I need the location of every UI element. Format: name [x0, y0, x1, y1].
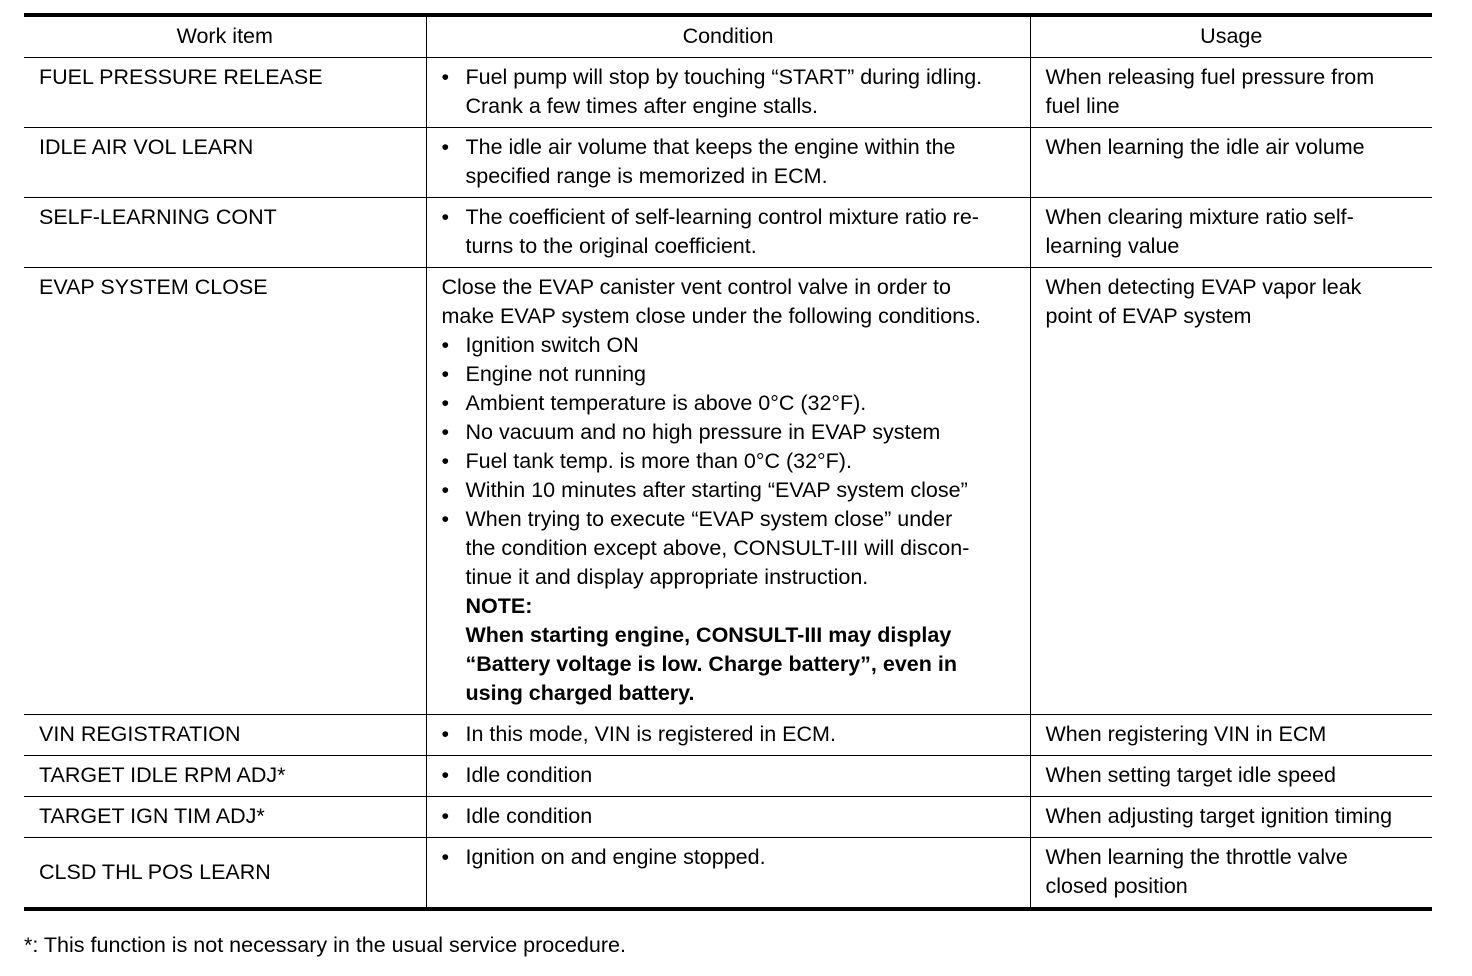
condition-bullet — [442, 843, 1022, 872]
note-line: “Battery voltage is low. Charge battery”, even in — [465, 652, 957, 676]
condition-line: Idle condition — [465, 804, 593, 828]
bullet-icon: • — [441, 763, 450, 787]
bullet-icon: • — [441, 804, 450, 828]
table-row — [24, 838, 1432, 910]
bullet-icon: • — [441, 65, 450, 89]
work-item-cell: FUEL PRESSURE RELEASE — [24, 58, 426, 128]
note-line: using charged battery. — [465, 681, 695, 705]
bullet-icon: • — [441, 478, 450, 502]
header-usage: Usage — [1030, 15, 1432, 58]
usage-line: When detecting EVAP vapor leak — [1045, 275, 1362, 299]
work-item-cell: IDLE AIR VOL LEARN — [24, 128, 426, 198]
usage-line: When setting target idle speed — [1045, 763, 1336, 787]
condition-line: the condition except above, CONSULT-III will discon- — [465, 536, 970, 560]
table-row — [24, 756, 1432, 797]
table-row — [24, 268, 1432, 715]
condition-line: Idle condition — [465, 763, 593, 787]
usage-cell — [1030, 756, 1432, 797]
table-row — [24, 715, 1432, 756]
usage-line: When learning the throttle valve — [1045, 845, 1348, 869]
condition-line: The idle air volume that keeps the engine within the — [465, 135, 956, 159]
header-work-item: Work item — [24, 15, 426, 58]
condition-line: Ignition on and engine stopped. — [465, 845, 766, 869]
condition-line: Fuel pump will stop by touching “START” during idling. — [465, 65, 983, 89]
condition-line: Crank a few times after engine stalls. — [465, 94, 819, 118]
condition-bullet — [442, 476, 1022, 505]
header-condition: Condition — [426, 15, 1030, 58]
condition-cell — [426, 198, 1030, 268]
bullet-icon: • — [441, 507, 450, 531]
table-row — [24, 58, 1432, 128]
usage-line: When releasing fuel pressure from — [1045, 65, 1375, 89]
bullet-icon: • — [441, 362, 450, 386]
condition-bullet — [442, 761, 1022, 790]
bullet-icon: • — [441, 391, 450, 415]
usage-cell — [1030, 268, 1432, 715]
condition-line: When trying to execute “EVAP system close” under — [465, 507, 953, 531]
footnote: *: This function is not necessary in the usual service procedure. — [24, 933, 626, 957]
condition-line: Engine not running — [465, 362, 647, 386]
condition-cell — [426, 838, 1030, 910]
condition-line: Fuel tank temp. is more than 0°C (32°F). — [465, 449, 852, 473]
condition-cell — [426, 58, 1030, 128]
condition-bullet — [442, 133, 1022, 191]
condition-cell — [426, 756, 1030, 797]
work-item-cell: SELF-LEARNING CONT — [24, 198, 426, 268]
condition-bullet — [442, 418, 1022, 447]
usage-line: When learning the idle air volume — [1045, 135, 1365, 159]
condition-cell — [426, 797, 1030, 838]
condition-line: turns to the original coefficient. — [465, 234, 757, 258]
usage-line: fuel line — [1045, 94, 1120, 118]
bullet-icon: • — [441, 135, 450, 159]
condition-cell — [426, 128, 1030, 198]
condition-bullet — [442, 331, 1022, 360]
condition-bullet — [442, 203, 1022, 261]
condition-bullet — [442, 389, 1022, 418]
work-item-cell: VIN REGISTRATION — [24, 715, 426, 756]
condition-intro-line: make EVAP system close under the following conditions. — [441, 304, 981, 328]
bullet-icon: • — [441, 420, 450, 444]
table-row — [24, 797, 1432, 838]
bullet-icon: • — [441, 205, 450, 229]
table-row — [24, 128, 1432, 198]
condition-line: tinue it and display appropriate instruction. — [465, 565, 869, 589]
note-line: When starting engine, CONSULT-III may display — [465, 623, 952, 647]
usage-line: When registering VIN in ECM — [1045, 722, 1327, 746]
condition-bullet — [442, 505, 1022, 592]
condition-bullet — [442, 360, 1022, 389]
condition-bullet — [442, 720, 1022, 749]
condition-intro-line: Close the EVAP canister vent control valve in order to — [441, 275, 951, 299]
bullet-icon: • — [441, 845, 450, 869]
condition-cell — [426, 268, 1030, 715]
work-item-cell: CLSD THL POS LEARN — [24, 838, 426, 910]
condition-line: The coefficient of self-learning control mixture ratio re- — [465, 205, 979, 229]
usage-cell — [1030, 797, 1432, 838]
usage-line: learning value — [1045, 234, 1180, 258]
note-label: NOTE: — [465, 594, 533, 618]
work-support-table — [24, 13, 1432, 911]
condition-line: Ambient temperature is above 0°C (32°F). — [465, 391, 867, 415]
bullet-icon: • — [441, 333, 450, 357]
bullet-icon: • — [441, 722, 450, 746]
condition-line: Within 10 minutes after starting “EVAP system close” — [465, 478, 968, 502]
work-item-cell: TARGET IDLE RPM ADJ* — [24, 756, 426, 797]
condition-cell — [426, 715, 1030, 756]
usage-line: closed position — [1045, 874, 1188, 898]
usage-line: point of EVAP system — [1045, 304, 1252, 328]
usage-cell — [1030, 715, 1432, 756]
usage-cell — [1030, 198, 1432, 268]
condition-line: Ignition switch ON — [465, 333, 639, 357]
work-item-cell: TARGET IGN TIM ADJ* — [24, 797, 426, 838]
usage-line: When adjusting target ignition timing — [1045, 804, 1393, 828]
usage-cell — [1030, 128, 1432, 198]
condition-line: specified range is memorized in ECM. — [465, 164, 828, 188]
table-row — [24, 198, 1432, 268]
condition-bullet — [442, 447, 1022, 476]
usage-cell — [1030, 58, 1432, 128]
table-header-row — [24, 15, 1432, 58]
condition-bullet — [442, 63, 1022, 121]
bullet-icon: • — [441, 449, 450, 473]
condition-line: In this mode, VIN is registered in ECM. — [465, 722, 836, 746]
work-item-cell: EVAP SYSTEM CLOSE — [24, 268, 426, 715]
condition-bullet — [442, 802, 1022, 831]
usage-line: When clearing mixture ratio self- — [1045, 205, 1354, 229]
usage-cell — [1030, 838, 1432, 910]
condition-line: No vacuum and no high pressure in EVAP system — [465, 420, 941, 444]
